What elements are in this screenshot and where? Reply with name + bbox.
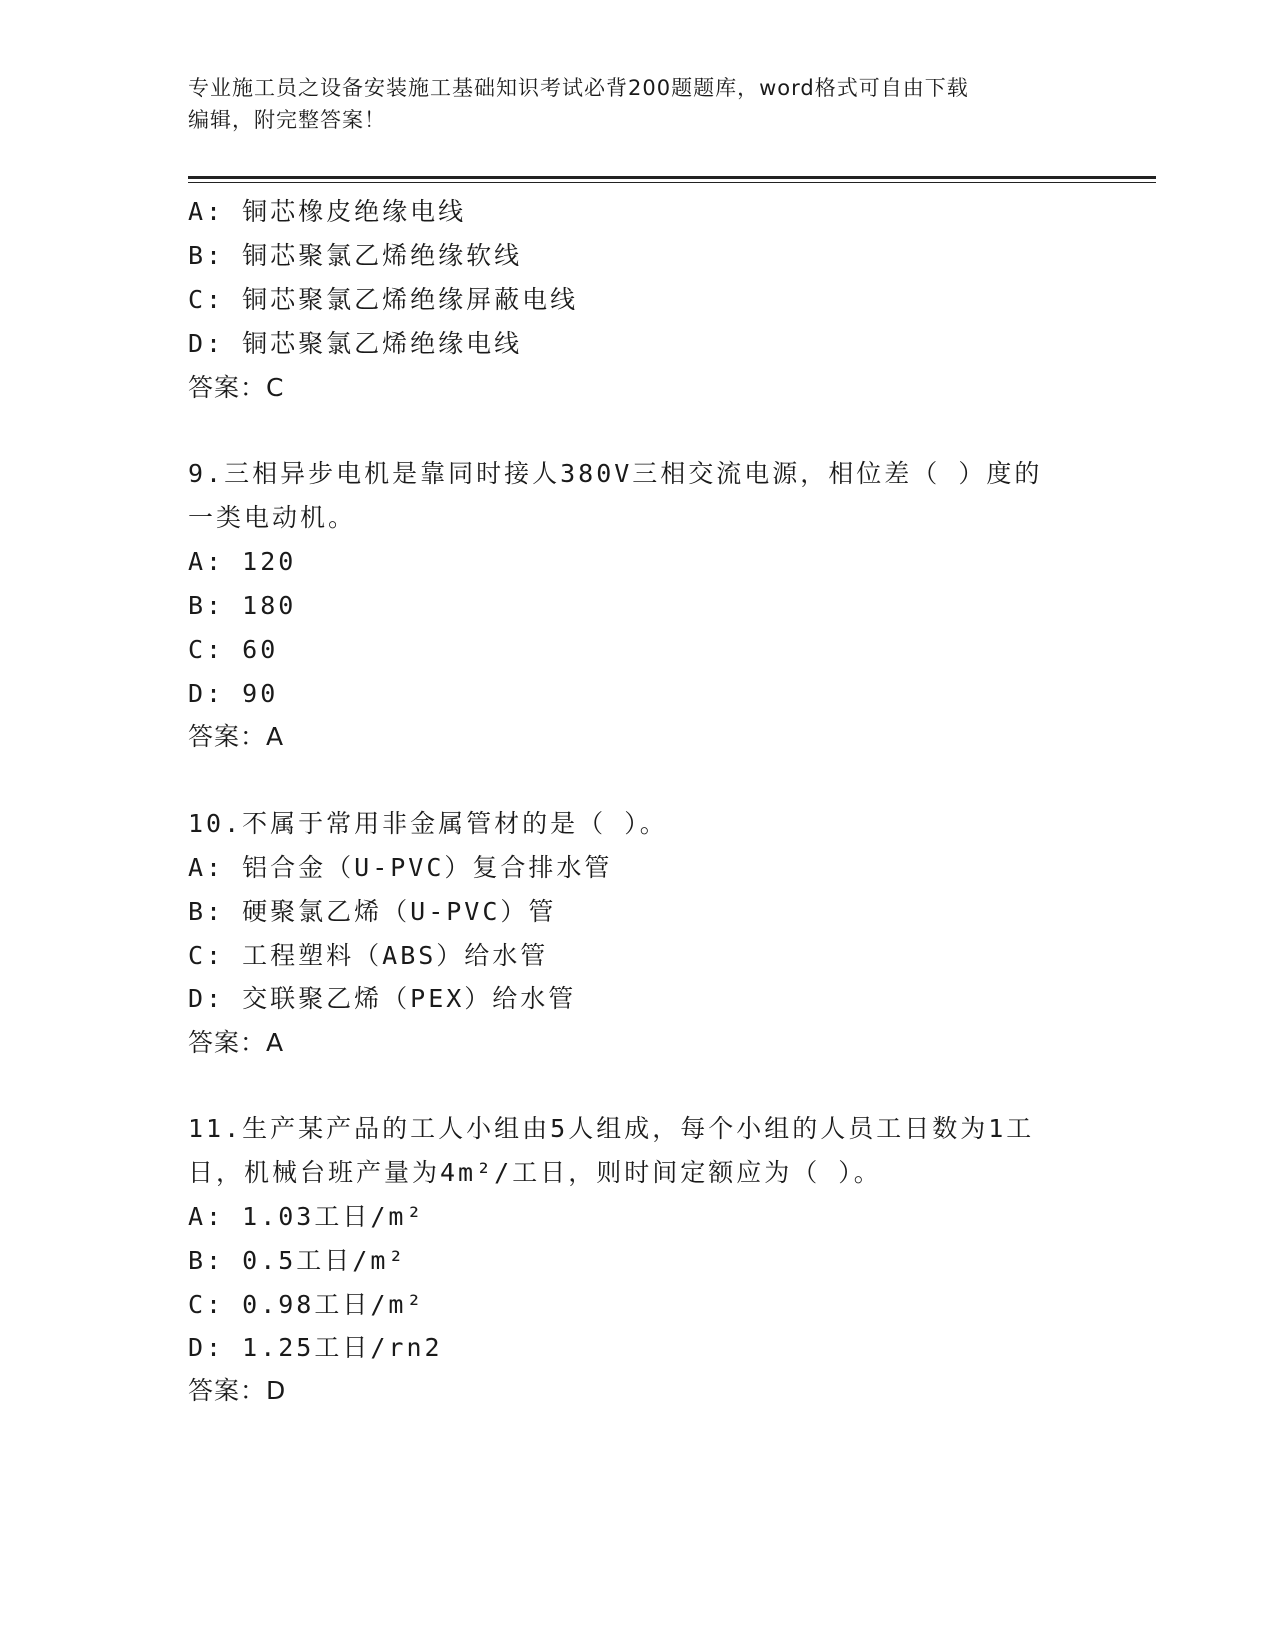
q11-option-a: A: 1.03工日/m² [188,1202,425,1231]
q10-question-line1: 10.不属于常用非金属管材的是（ ）。 [188,809,668,838]
q10-option-d: D: 交联聚乙烯（PEX）给水管 [188,984,577,1013]
q11-option-b: B: 0.5工日/m² [188,1246,407,1275]
q9-answer: 答案：A [188,722,285,751]
q9-option-b: B: 180 [188,591,297,620]
header-divider-thin [188,182,1156,183]
q8-answer: 答案：C [188,373,285,402]
q11-option-c: C: 0.98工日/m² [188,1290,425,1319]
q9-question-line2: 一类电动机。 [188,503,357,532]
q8-option-a: A: 铜芯橡皮绝缘电线 [188,197,467,226]
q9-option-a: A: 120 [188,547,297,576]
q9-question-line1: 9.三相异步电机是靠同时接人380V三相交流电源，相位差（ ）度的 [188,459,1043,488]
q8-option-c: C: 铜芯聚氯乙烯绝缘屏蔽电线 [188,285,579,314]
q10-option-b: B: 硬聚氯乙烯（U-PVC）管 [188,897,557,926]
header-divider-thick [188,176,1156,179]
q10-option-a: A: 铝合金（U-PVC）复合排水管 [188,853,613,882]
q11-question-line1: 11.生产某产品的工人小组由5人组成，每个小组的人员工日数为1工 [188,1114,1035,1143]
q9-option-c: C: 60 [188,635,279,664]
q11-question-line2: 日，机械台班产量为4m²/工日，则时间定额应为（ ）。 [188,1158,882,1187]
q8-option-d: D: 铜芯聚氯乙烯绝缘电线 [188,329,523,358]
q10-option-c: C: 工程塑料（ABS）给水管 [188,941,549,970]
q8-option-b: B: 铜芯聚氯乙烯绝缘软线 [188,241,523,270]
q11-answer: 答案：D [188,1376,287,1405]
q10-answer: 答案：A [188,1028,285,1057]
q9-option-d: D: 90 [188,679,279,708]
document-header: 专业施工员之设备安装施工基础知识考试必背200题题库，word格式可自由下载 编辑，附完整答案！ [188,76,969,132]
q11-option-d: D: 1.25工日/rn2 [188,1333,443,1362]
